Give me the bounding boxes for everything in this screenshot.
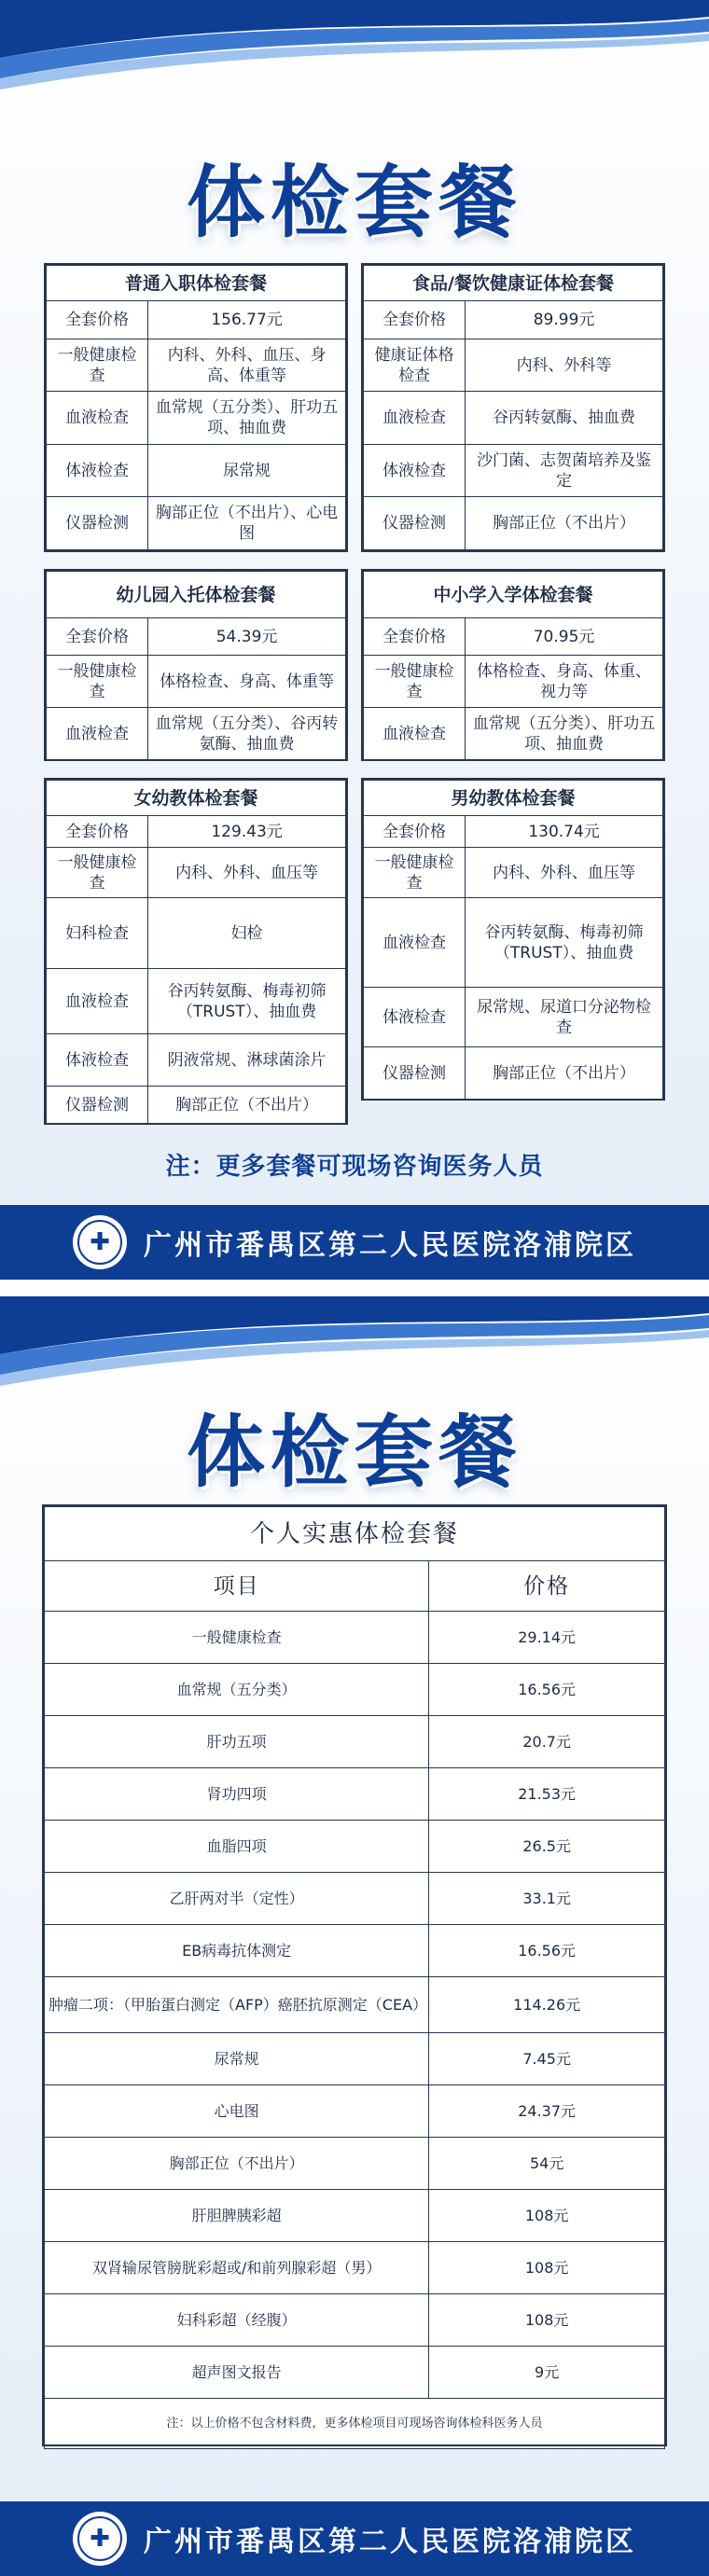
row-value: 谷丙转氨酶、抽血费	[466, 392, 663, 445]
item-name: 一般健康检查	[45, 1612, 429, 1664]
package-card-kindergarten	[44, 569, 348, 761]
item-name: 肝胆脾胰彩超	[45, 2190, 429, 2242]
row-value: 谷丙转氨酶、梅毒初筛（TRUST）、抽血费	[466, 898, 663, 988]
row-value: 胸部正位（不出片）	[466, 497, 663, 550]
price-table	[42, 1504, 667, 2446]
column-header-price: 价格	[429, 1561, 665, 1612]
package-name: 食品/餐饮健康证体检套餐	[364, 266, 663, 301]
row-label: 全套价格	[364, 816, 466, 848]
row-value: 尿常规、尿道口分泌物检查	[466, 988, 663, 1047]
row-label: 血液检查	[364, 392, 466, 445]
row-value: 胸部正位（不出片）、心电图	[148, 497, 346, 550]
page-title: 体检套餐	[186, 1406, 522, 1498]
row-label: 健康证体格检查	[364, 339, 466, 392]
row-label: 仪器检测	[364, 1047, 466, 1100]
table-row	[45, 1716, 665, 1768]
row-label: 全套价格	[364, 618, 466, 656]
row-label: 血液检查	[47, 392, 148, 445]
package-name: 女幼教体检套餐	[47, 781, 346, 816]
row-value: 70.95元	[466, 618, 663, 656]
row-label: 体液检查	[47, 444, 148, 497]
row-label: 血液检查	[364, 708, 466, 760]
consult-note: 注：更多套餐可现场咨询医务人员	[165, 1153, 544, 1181]
item-price: 54元	[429, 2138, 665, 2190]
row-value: 内科、外科、血压等	[148, 848, 346, 898]
item-name: 尿常规	[45, 2033, 429, 2085]
row-value: 沙门菌、志贺菌培养及鉴定	[466, 444, 663, 497]
item-name: EB病毒抗体测定	[45, 1925, 429, 1977]
row-value: 谷丙转氨酶、梅毒初筛（TRUST）、抽血费	[148, 969, 346, 1034]
table-row	[45, 1925, 665, 1977]
hospital-name: 广州市番禺区第二人民医院洛浦院区	[144, 1229, 636, 1262]
item-name: 肿瘤二项：（甲胎蛋白测定（AFP）癌胚抗原测定（CEA）	[45, 1977, 429, 2033]
row-value: 体格检查、身高、体重、视力等	[466, 656, 663, 708]
row-label: 血液检查	[47, 708, 148, 760]
row-value: 阴液常规、淋球菌涂片	[148, 1034, 346, 1087]
package-name: 中小学入学体检套餐	[364, 572, 663, 618]
item-name: 肾功四项	[45, 1768, 429, 1821]
table-row	[45, 2138, 665, 2190]
row-label: 体液检查	[364, 444, 466, 497]
table-row	[45, 2190, 665, 2242]
table-row	[45, 1977, 665, 2033]
table-row	[45, 1821, 665, 1873]
row-label: 一般健康检查	[47, 339, 148, 392]
row-label: 体液检查	[47, 1034, 148, 1087]
panel-separator	[0, 1280, 709, 1296]
item-name: 妇科彩超（经腹）	[45, 2294, 429, 2347]
item-name: 双肾输尿管膀胱彩超或/和前列腺彩超（男）	[45, 2242, 429, 2294]
item-price: 114.26元	[429, 1977, 665, 2033]
row-label: 全套价格	[364, 301, 466, 339]
row-value: 胸部正位（不出片）	[148, 1087, 346, 1124]
row-label: 一般健康检查	[47, 656, 148, 708]
row-value: 妇检	[148, 898, 346, 969]
item-price: 9元	[429, 2347, 665, 2399]
item-price: 108元	[429, 2242, 665, 2294]
page-title: 体检套餐	[186, 157, 522, 248]
table-row	[45, 2085, 665, 2138]
table-row	[45, 2033, 665, 2085]
row-value: 54.39元	[148, 618, 346, 656]
table-title: 个人实惠体检套餐	[45, 1507, 665, 1561]
row-value: 血常规（五分类）、谷丙转氨酶、抽血费	[148, 708, 346, 760]
row-label: 全套价格	[47, 301, 148, 339]
row-label: 一般健康检查	[364, 848, 466, 898]
item-name: 胸部正位（不出片）	[45, 2138, 429, 2190]
item-price: 16.56元	[429, 1664, 665, 1716]
table-row	[45, 1768, 665, 1821]
item-price: 7.45元	[429, 2033, 665, 2085]
hospital-emblem-icon: ✚	[73, 2512, 127, 2566]
row-label: 仪器检测	[364, 497, 466, 550]
item-price: 21.53元	[429, 1768, 665, 1821]
package-card-male-preschool-teacher	[361, 778, 665, 1101]
table-row	[45, 1873, 665, 1925]
row-value: 156.77元	[148, 301, 346, 339]
item-name: 超声图文报告	[45, 2347, 429, 2399]
hospital-emblem-icon: ✚	[73, 1215, 127, 1269]
hospital-name: 广州市番禺区第二人民医院洛浦院区	[144, 2526, 636, 2558]
package-name: 普通入职体检套餐	[47, 266, 346, 301]
table-row	[45, 1612, 665, 1664]
item-price: 20.7元	[429, 1716, 665, 1768]
row-value: 尿常规	[148, 444, 346, 497]
table-row	[45, 2347, 665, 2399]
row-label: 一般健康检查	[364, 656, 466, 708]
row-value: 血常规（五分类）、肝功五项、抽血费	[466, 708, 663, 760]
item-price: 16.56元	[429, 1925, 665, 1977]
item-price: 108元	[429, 2294, 665, 2347]
item-price: 26.5元	[429, 1821, 665, 1873]
package-card-onboarding	[44, 263, 348, 552]
item-name: 乙肝两对半（定性）	[45, 1873, 429, 1925]
table-row	[45, 2242, 665, 2294]
row-value: 内科、外科、血压等	[466, 848, 663, 898]
package-card-school-entry	[361, 569, 665, 761]
row-label: 仪器检测	[47, 1087, 148, 1124]
item-price: 108元	[429, 2190, 665, 2242]
row-label: 妇科检查	[47, 898, 148, 969]
hospital-footer	[0, 1205, 709, 1280]
poster-panel-1	[0, 0, 709, 1280]
row-label: 体液检查	[364, 988, 466, 1047]
item-name: 血常规（五分类）	[45, 1664, 429, 1716]
row-value: 129.43元	[148, 816, 346, 848]
hospital-footer	[0, 2501, 709, 2576]
header-wave-decoration	[0, 0, 709, 121]
table-footnote: 注：以上价格不包含材料费，更多体检项目可现场咨询体检科医务人员	[45, 2399, 665, 2449]
package-name: 幼儿园入托体检套餐	[47, 572, 346, 618]
item-price: 29.14元	[429, 1612, 665, 1664]
item-price: 33.1元	[429, 1873, 665, 1925]
package-card-food-health-cert	[361, 263, 665, 552]
row-label: 全套价格	[47, 816, 148, 848]
package-name: 男幼教体检套餐	[364, 781, 663, 816]
row-value: 130.74元	[466, 816, 663, 848]
row-label: 仪器检测	[47, 497, 148, 550]
row-value: 89.99元	[466, 301, 663, 339]
row-value: 内科、外科、血压、身高、体重等	[148, 339, 346, 392]
row-label: 一般健康检查	[47, 848, 148, 898]
package-card-female-preschool-teacher	[44, 778, 348, 1125]
row-value: 内科、外科等	[466, 339, 663, 392]
row-label: 血液检查	[364, 898, 466, 988]
item-name: 血脂四项	[45, 1821, 429, 1873]
table-row	[45, 2294, 665, 2347]
row-label: 全套价格	[47, 618, 148, 656]
row-value: 血常规（五分类）、肝功五项、抽血费	[148, 392, 346, 445]
column-header-item: 项目	[45, 1561, 429, 1612]
row-label: 血液检查	[47, 969, 148, 1034]
table-row	[45, 1664, 665, 1716]
item-price: 24.37元	[429, 2085, 665, 2138]
item-name: 心电图	[45, 2085, 429, 2138]
row-value: 胸部正位（不出片）	[466, 1047, 663, 1100]
row-value: 体格检查、身高、体重等	[148, 656, 346, 708]
item-name: 肝功五项	[45, 1716, 429, 1768]
